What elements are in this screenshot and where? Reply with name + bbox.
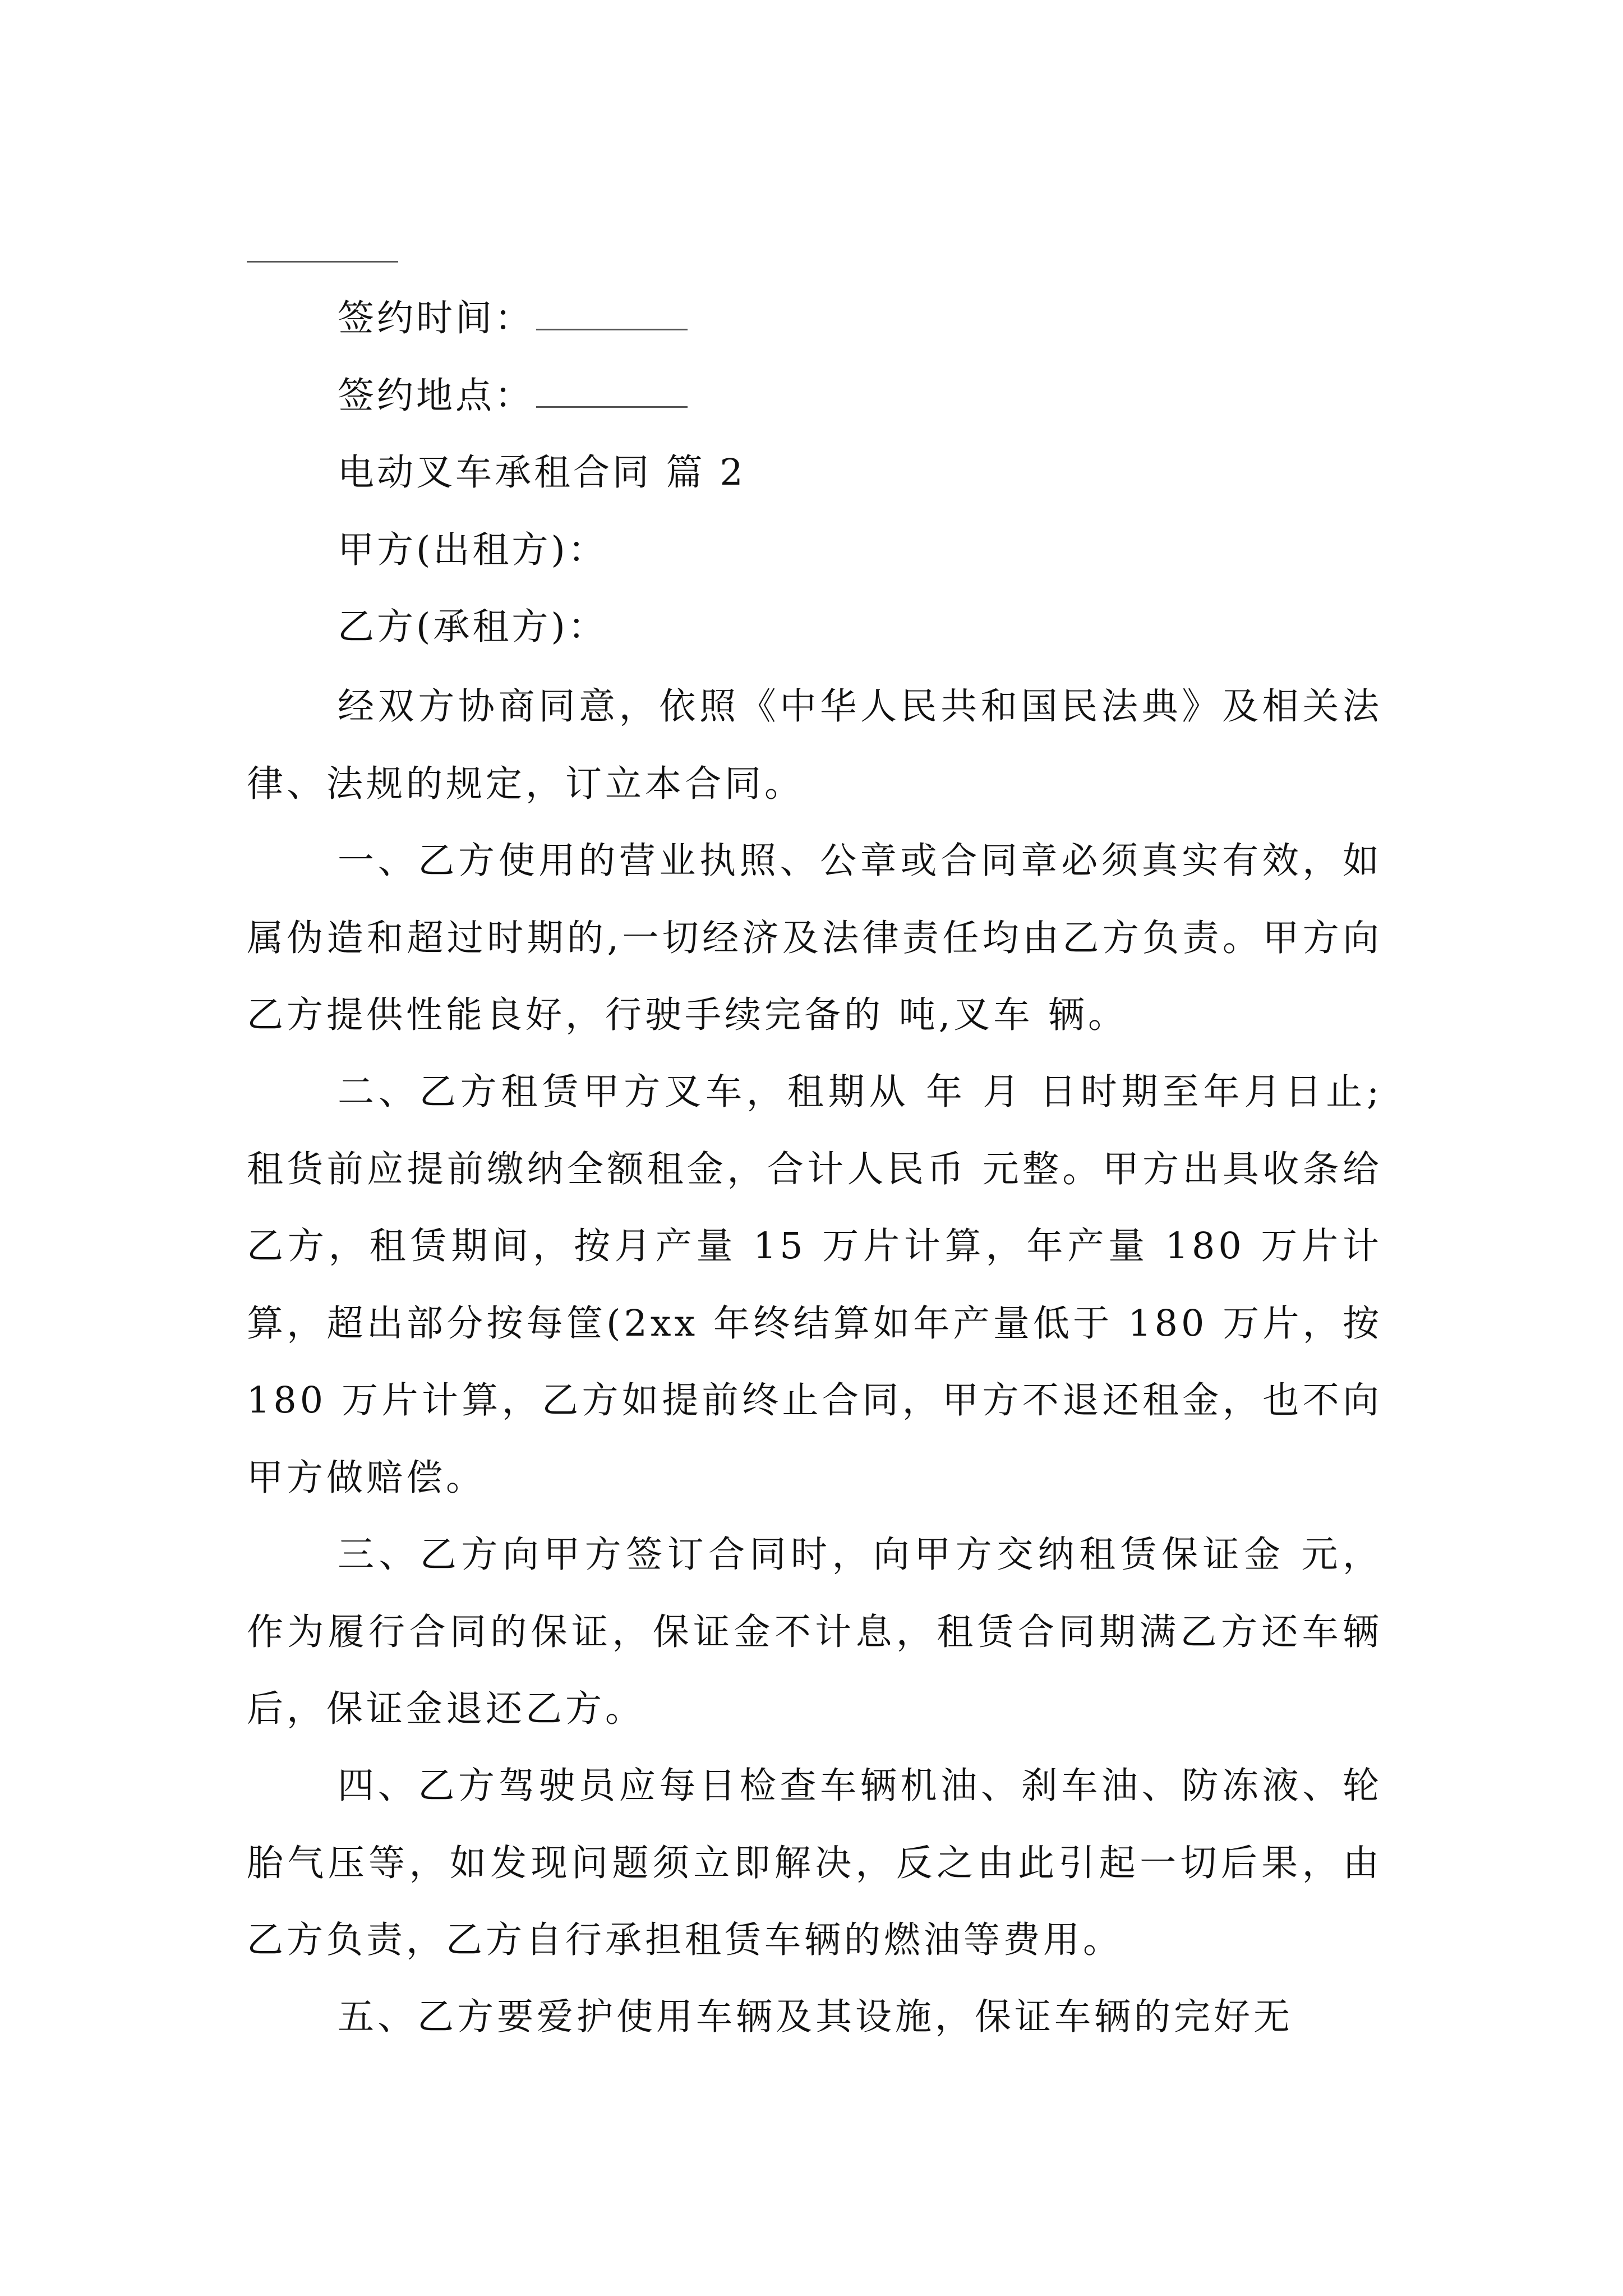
intro-paragraph: 经双方协商同意，依照《中华人民共和国民法典》及相关法律、法规的规定，订立本合同。: [247, 685, 1382, 805]
sign-time-blank: [536, 296, 688, 330]
sign-time-line: [338, 296, 688, 341]
clause-1-paragraph: 一、乙方使用的营业执照、公章或合同章必须真实有效，如属伪造和超过时期的,一切经济及法律责任均由乙方负责。甲方向乙方提供性能良好，行驶手续完备的 吨,叉车 辆。: [247, 840, 1382, 1036]
sign-time-label: 签约时间：: [338, 297, 534, 339]
clause-4-paragraph: 四、乙方驾驶员应每日检查车辆机油、刹车油、防冻液、轮胎气压等，如发现问题须立即解决，反之由此引起一切后果，由乙方负责，乙方自行承担租赁车辆的燃油等费用。: [247, 1765, 1382, 1961]
clause-2-paragraph: 二、乙方租赁甲方叉车，租期从 年 月 日时期至年月日止;租货前应提前缴纳全额租金，合计人民币 元整。甲方出具收条给乙方，租赁期间，按月产量 15 万片计算，年产量 180 万片计算，超出部分按每筐(2xx 年终结算如年产量低于 180 万片，按 180 万片计算，乙方如提前终止合同，甲方不退还租金，也不向甲方做赔偿。: [247, 1071, 1382, 1499]
sign-place-line: [338, 374, 688, 418]
sign-place-label: 签约地点：: [338, 375, 534, 417]
clause-5-paragraph: 五、乙方要爱护使用车辆及其设施，保证车辆的完好无: [338, 1996, 1294, 2038]
top-divider-line: [247, 261, 398, 263]
clause-3-paragraph: 三、乙方向甲方签订合同时，向甲方交纳租赁保证金 元，作为履行合同的保证，保证金不计息，租赁合同期满乙方还车辆后，保证金退还乙方。: [247, 1534, 1382, 1730]
party-b-line: 乙方(承租方)：: [338, 606, 607, 648]
sign-place-blank: [536, 374, 688, 408]
party-a-line: 甲方(出租方)：: [338, 529, 607, 571]
section-title: 电动叉车承租合同 篇 2: [338, 452, 746, 494]
